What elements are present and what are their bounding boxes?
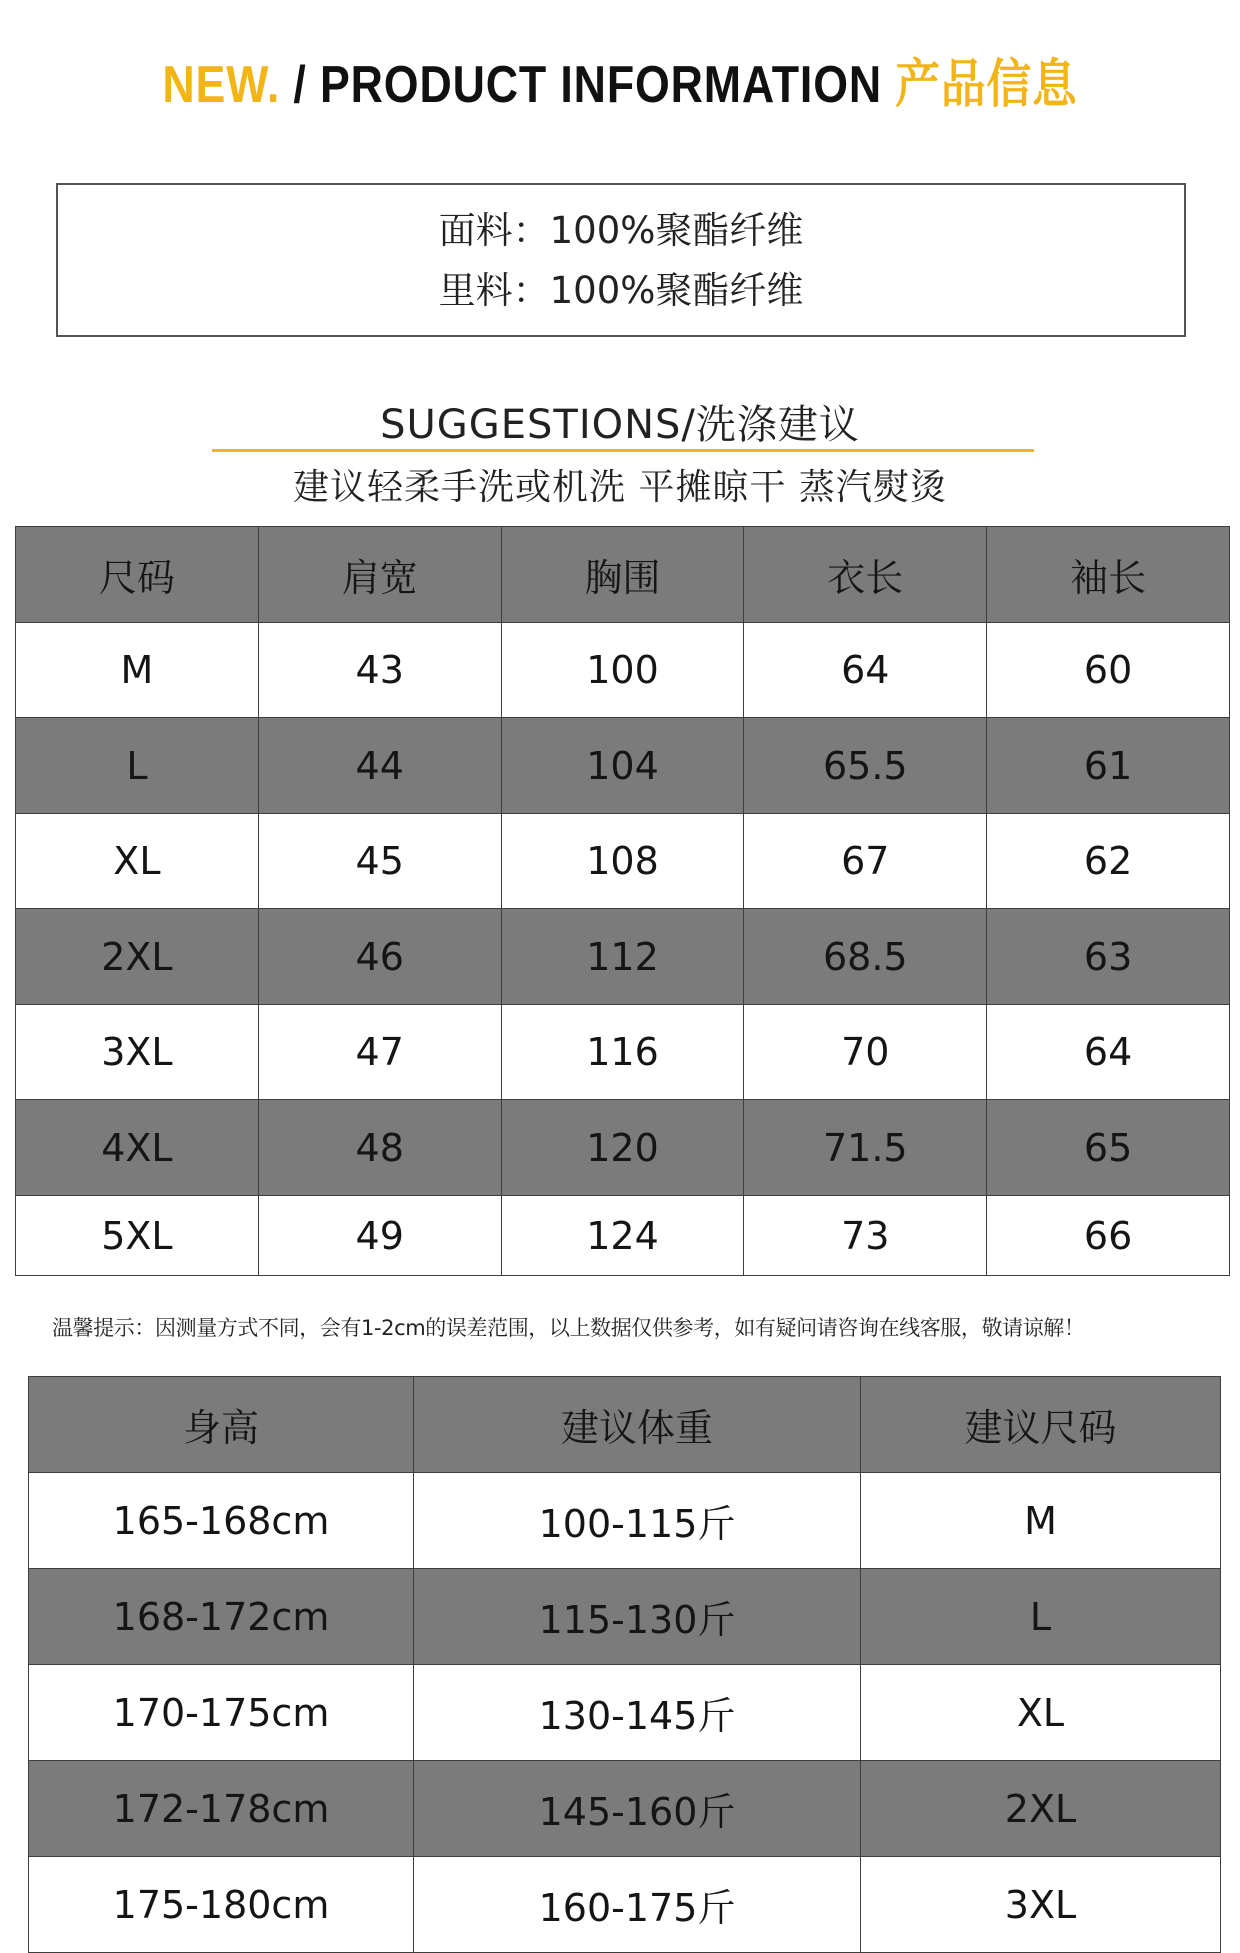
table-row [29,1761,1221,1857]
table-cell: 170-175cm [29,1665,414,1761]
suggestions-text: 建议轻柔手洗或机洗 平摊晾干 蒸汽熨烫 [293,467,947,508]
table-cell: 68.5 [744,909,987,1005]
table-row [16,814,1230,909]
table-cell: 5XL [16,1196,259,1276]
header-cell: 建议尺码 [861,1377,1221,1473]
fabric-lining: 里料：100%聚酯纤维 [438,269,804,312]
table-cell: 49 [258,1196,501,1276]
table-cell: 64 [744,623,987,718]
fabric-outer: 面料：100%聚酯纤维 [438,209,804,252]
table-cell: 44 [258,718,501,814]
table-cell: 130-145斤 [414,1665,861,1761]
table-cell: 62 [987,814,1230,909]
table-cell: 120 [501,1100,744,1196]
table-cell: 175-180cm [29,1857,414,1953]
table-cell: 43 [258,623,501,718]
suggestions-divider [212,449,1034,452]
table-cell: 100-115斤 [414,1473,861,1569]
header-cell: 袖长 [987,527,1230,623]
table-cell: 2XL [16,909,259,1005]
table-row [16,1196,1230,1276]
table-cell: M [16,623,259,718]
suggestions-title: SUGGESTIONS/洗涤建议 [380,402,860,448]
table-cell: 104 [501,718,744,814]
table-cell: 60 [987,623,1230,718]
table-row [16,1100,1230,1196]
table-cell: 64 [987,1005,1230,1100]
size-tip-note: 温馨提示：因测量方式不同，会有1-2cm的误差范围，以上数据仅供参考，如有疑问请咨询在线客服，敬请谅解！ [52,1316,1085,1340]
header-cell: 胸围 [501,527,744,623]
table-cell: 67 [744,814,987,909]
header-cell: 衣长 [744,527,987,623]
table-row [29,1473,1221,1569]
table-row [29,1665,1221,1761]
header-cell: 身高 [29,1377,414,1473]
title-main: / PRODUCT INFORMATION [280,56,896,114]
header-cell: 肩宽 [258,527,501,623]
recommendation-table [28,1376,1221,1953]
table-cell: 66 [987,1196,1230,1276]
table-cell: 65 [987,1100,1230,1196]
table-cell: 70 [744,1005,987,1100]
table-row [29,1857,1221,1953]
table-cell: 71.5 [744,1100,987,1196]
size-table-header [16,527,1230,623]
table-cell: XL [861,1665,1221,1761]
table-row [16,718,1230,814]
table-cell: 100 [501,623,744,718]
table-cell: 168-172cm [29,1569,414,1665]
table-cell: 2XL [861,1761,1221,1857]
table-cell: 46 [258,909,501,1005]
table-row [16,1005,1230,1100]
table-cell: 48 [258,1100,501,1196]
table-cell: L [16,718,259,814]
table-cell: XL [16,814,259,909]
size-table [15,526,1230,1276]
table-cell: 3XL [16,1005,259,1100]
table-cell: 65.5 [744,718,987,814]
table-cell: 116 [501,1005,744,1100]
table-row [29,1569,1221,1665]
fabric-info-box [56,183,1186,337]
table-cell: 61 [987,718,1230,814]
table-cell: 3XL [861,1857,1221,1953]
table-cell: 47 [258,1005,501,1100]
table-row [16,623,1230,718]
table-cell: 172-178cm [29,1761,414,1857]
header-cell: 建议体重 [414,1377,861,1473]
table-cell: 108 [501,814,744,909]
table-cell: 4XL [16,1100,259,1196]
header-cell: 尺码 [16,527,259,623]
table-cell: M [861,1473,1221,1569]
table-cell: 112 [501,909,744,1005]
table-cell: 73 [744,1196,987,1276]
table-cell: 45 [258,814,501,909]
rec-table-header [29,1377,1221,1473]
table-cell: 145-160斤 [414,1761,861,1857]
table-cell: 160-175斤 [414,1857,861,1953]
title-cn: 产品信息 [895,56,1078,114]
table-cell: 63 [987,909,1230,1005]
table-cell: 165-168cm [29,1473,414,1569]
table-cell: L [861,1569,1221,1665]
page-title [87,42,1153,117]
table-row [16,909,1230,1005]
title-accent: NEW. [162,56,281,114]
table-cell: 124 [501,1196,744,1276]
table-cell: 115-130斤 [414,1569,861,1665]
